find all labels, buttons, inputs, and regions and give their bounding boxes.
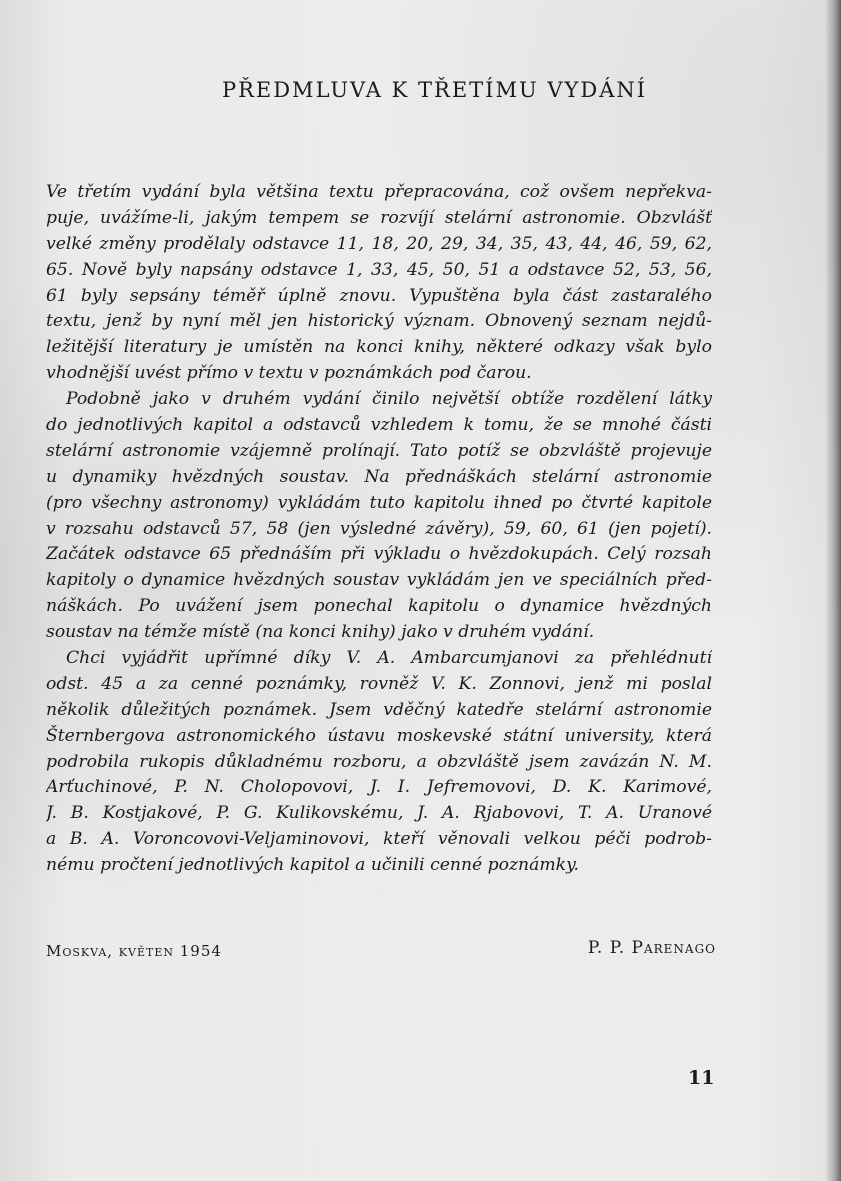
text-line: Podobně jako v druhém vydání činilo největší obtíže rozdělení látky (66, 389, 712, 410)
text-line: nému pročtení jednotlivých kapitol a učinili cenné poznámky. (46, 855, 579, 876)
text-line: puje, uvážíme-li, jakým tempem se rozvíjí stelární astronomie. Obzvlášť (46, 207, 712, 228)
text-line: ležitější literatury je umístěn na konci knihy, některé odkazy však bylo (46, 337, 712, 358)
text-line: textu, jenž by nyní měl jen historický význam. Obnovený seznam nejdů- (46, 311, 712, 332)
text-line: u dynamiky hvězdných soustav. Na přednáškách stelární astronomie (46, 466, 712, 487)
preface-text (46, 180, 712, 879)
page-edge-shadow (825, 0, 841, 1181)
page-number: 11 (688, 1067, 715, 1089)
text-line: velké změny prodělaly odstavce 11, 18, 20, 29, 34, 35, 43, 44, 46, 59, 62, (46, 233, 712, 254)
text-line: soustav na témže místě (na konci knihy) jako v druhém vydání. (46, 622, 595, 643)
text-line: a B. A. Voroncovovi-Veljaminovovi, kteří věnovali velkou péči podrob- (46, 829, 712, 850)
text-line: 61 byly sepsány téměř úplně znovu. Vypuštěna byla část zastaralého (46, 285, 712, 306)
text-line: do jednotlivých kapitol a odstavců vzhledem k tomu, že se mnohé části (46, 415, 712, 436)
text-line: Arťuchinové, P. N. Cholopovovi, J. I. Jefremovovi, D. K. Karimové, (46, 777, 712, 798)
place-date: Moskva, květen 1954 (46, 942, 222, 960)
text-line: náškách. Po uvážení jsem ponechal kapitolu o dynamice hvězdných (46, 596, 712, 617)
text-line: vhodnější uvést přímo v textu v poznámkách pod čarou. (46, 363, 532, 384)
text-line: několik důležitých poznámek. Jsem vděčný katedře stelární astronomie (46, 699, 712, 720)
text-line: v rozsahu odstavců 57, 58 (jen výsledné závěry), 59, 60, 61 (jen pojetí). (46, 518, 712, 539)
text-line: (pro všechny astronomy) vykládám tuto kapitolu ihned po čtvrté kapitole (46, 492, 712, 513)
text-line: podrobila rukopis důkladnému rozboru, a obzvláště jsem zavázán N. M. (46, 751, 712, 772)
text-line: Ve třetím vydání byla většina textu přepracována, což ovšem nepřekva- (46, 182, 712, 202)
text-line: Začátek odstavce 65 přednáším při výkladu o hvězdokupách. Celý rozsah (46, 544, 712, 565)
author-signature: P. P. Parenago (587, 938, 716, 958)
text-line: Chci vyjádřit upřímné díky V. A. Ambarcumjanovi za přehlédnutí (66, 648, 712, 669)
text-line: 65. Nově byly napsány odstavce 1, 33, 45, 50, 51 a odstavce 52, 53, 56, (46, 259, 712, 280)
page-title: PŘEDMLUVA K TŘETÍMU VYDÁNÍ (221, 78, 648, 102)
text-line: odst. 45 a za cenné poznámky, rovněž V. K. Zonnovi, jenž mi poslal (46, 673, 712, 694)
text-line: J. B. Kostjakové, P. G. Kulikovskému, J. A. Rjabovovi, T. A. Uranové (46, 803, 712, 824)
text-line: Šternbergova astronomického ústavu moskevské státní university, která (46, 725, 712, 746)
text-line: stelární astronomie vzájemně prolínají. Tato potíž se obzvláště projevuje (46, 440, 712, 461)
text-line: kapitoly o dynamice hvězdných soustav vykládám jen ve speciálních před- (46, 570, 712, 591)
